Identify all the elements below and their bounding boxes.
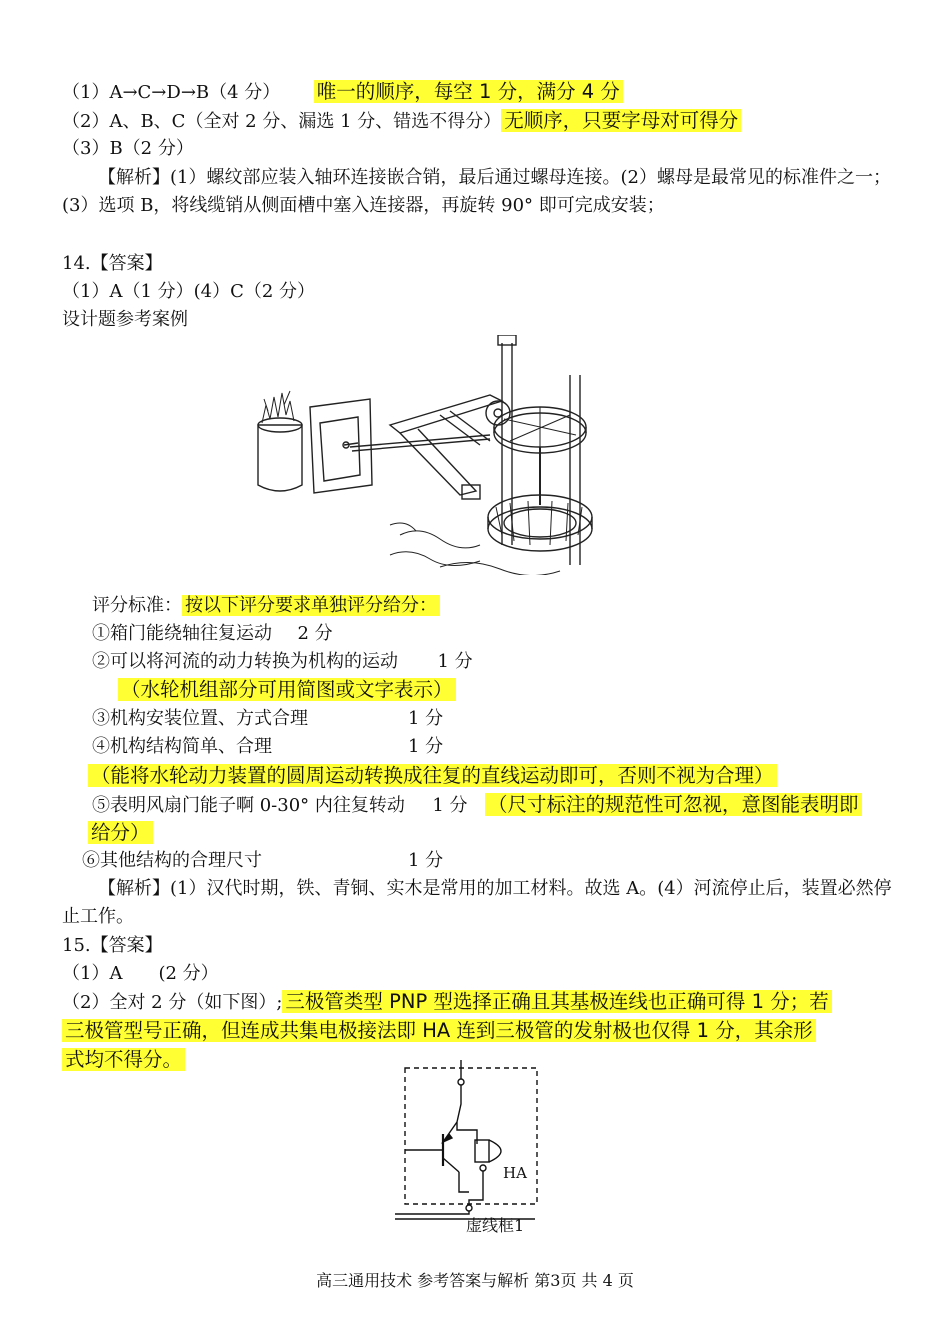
buzzer-label: HA <box>503 1164 527 1182</box>
q15-answer1: （1）A (2 分） <box>62 963 219 984</box>
q14-criterion-2-points: 1 分 <box>437 651 473 672</box>
dashed-box <box>405 1068 537 1204</box>
q14-criterion-2-text: ②可以将河流的动力转换为机构的运动 <box>92 651 398 672</box>
q15-note-a: 三极管类型 PNP 型选择正确且其基极连线也正确可得 1 分；若 <box>282 990 831 1013</box>
q14-criterion-3 <box>92 705 444 733</box>
dashed-box-caption: 虚线框1 <box>466 1216 525 1235</box>
q14-criterion-6 <box>82 847 444 875</box>
q13-answer2: （2）A、B、C（全对 2 分、漏选 1 分、错选不得分） <box>62 111 502 132</box>
q14-analysis: 【解析】(1）汉代时期，铁、青铜、实木是常用的加工材料。故选 A。(4）河流停止后，装置必然停止工作。 <box>62 878 892 927</box>
q15-heading: 15.【答案】 <box>62 935 163 956</box>
q13-note1: 唯一的顺序，每空 1 分，满分 4 分 <box>314 80 623 103</box>
q13-analysis: 【解析】(1）螺纹部应装入轴环连接嵌合销，最后通过螺母连接。(2）螺母是最常见的标准件之一；(3）选项 B，将线缆销从侧面槽中塞入连接器，再旋转 90° 即可完成安装； <box>62 167 891 216</box>
q14-criterion-1 <box>92 620 333 648</box>
q13-answer1: （1）A→C→D→B（4 分） <box>62 82 281 103</box>
q13-line2 <box>62 107 741 136</box>
q14-criterion-4-text: ④机构结构简单、合理 <box>92 736 272 757</box>
q14-criterion-5-note-b: 给分） <box>88 821 153 844</box>
q15-note-row-b <box>62 1017 816 1046</box>
q14-criterion-3-text: ③机构安装位置、方式合理 <box>92 708 308 729</box>
q13-note2: 无顺序，只要字母对可得分 <box>501 109 741 132</box>
q14-criterion-2-note: （水轮机组部分可用简图或文字表示） <box>118 678 456 701</box>
q14-criterion-2-note-row <box>118 676 456 705</box>
q14-heading: 14.【答案】 <box>62 253 163 274</box>
q14-criterion-5-note-row <box>88 819 153 848</box>
q14-criterion-2 <box>92 648 473 676</box>
water-wheel-mechanism-figure <box>240 335 600 575</box>
q14-criterion-4-points: 1 分 <box>408 736 444 757</box>
q15-note-c: 式均不得分。 <box>62 1048 185 1071</box>
q14-criterion-1-points: 2 分 <box>297 623 333 644</box>
q14-criterion-4-note: （能将水轮动力装置的圆周运动转换成往复的直线运动即可，否则不视为合理） <box>88 764 777 787</box>
q14-criterion-3-points: 1 分 <box>408 708 444 729</box>
q14-answer1: （1）A（1 分）(4）C（2 分） <box>62 281 316 302</box>
q15-answer2-row <box>62 988 832 1017</box>
q14-criterion-6-text: ⑥其他结构的合理尺寸 <box>82 850 262 871</box>
q13-answer3: （3）B（2 分） <box>62 138 194 159</box>
q14-criterion-6-points: 1 分 <box>408 850 444 871</box>
q13-line1 <box>62 78 623 107</box>
q14-scoring-note: 按以下评分要求单独评分给分： <box>182 595 440 616</box>
q14-design-title: 设计题参考案例 <box>62 309 188 330</box>
q14-scoring-label: 评分标准： <box>92 595 182 616</box>
q14-criterion-5-note-a: （尺寸标注的规范性可忽视，意图能表明即 <box>485 793 862 816</box>
page-footer: 高三通用技术 参考答案与解析 第3页 共 4 页 <box>316 1271 634 1290</box>
q15-answer2: （2）全对 2 分（如下图）; <box>62 992 283 1013</box>
q14-criterion-5 <box>92 791 862 820</box>
q15-note-b: 三极管型号正确，但连成共集电极接法即 HA 连到三极管的发射极也仅得 1 分，其余形 <box>62 1019 816 1042</box>
q14-criterion-4 <box>92 733 444 761</box>
q14-criterion-4-note-row <box>88 762 777 791</box>
q15-note-row-c <box>62 1046 185 1075</box>
q14-criterion-5-text: ⑤表明风扇门能子啊 0-30° 内往复转动 <box>92 795 405 816</box>
q14-criterion-1-text: ①箱门能绕轴往复运动 <box>92 623 272 644</box>
q14-scoring-header <box>92 592 440 620</box>
q14-criterion-5-points: 1 分 <box>432 795 468 816</box>
